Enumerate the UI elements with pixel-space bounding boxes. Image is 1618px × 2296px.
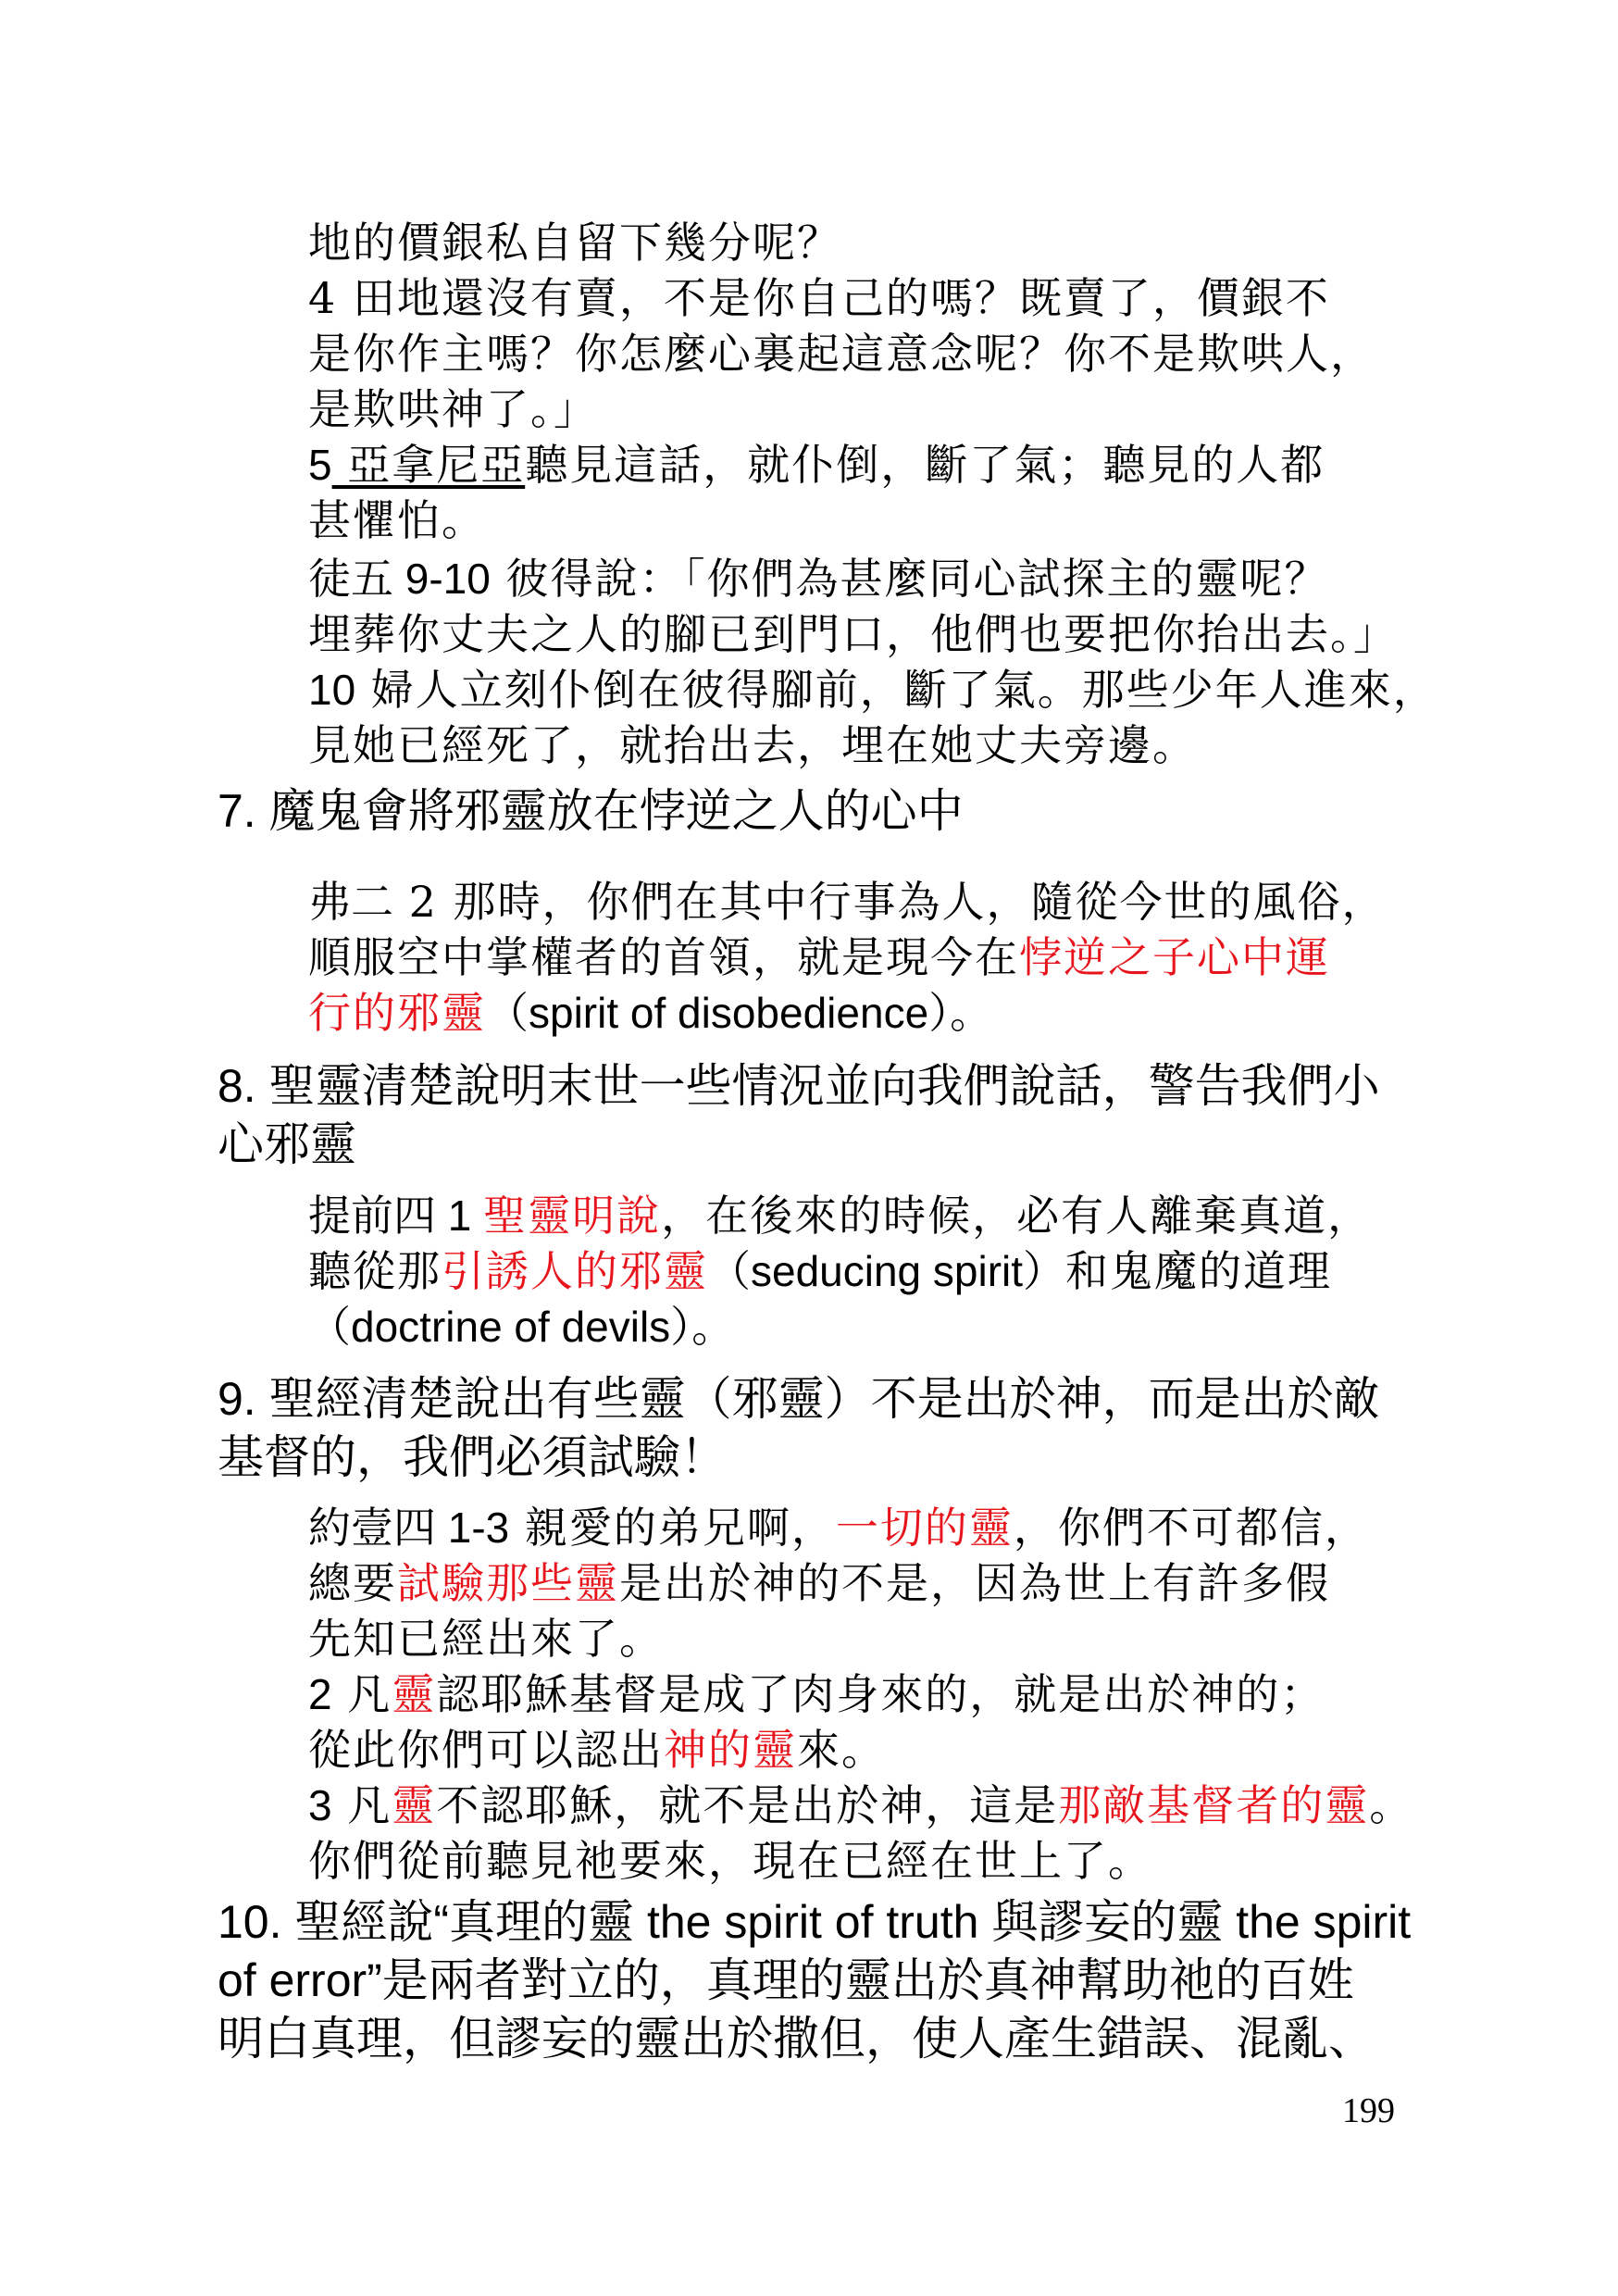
passage-line: [308, 662, 1438, 718]
passage-line: 是你作主嗎？你怎麼心裏起這意念呢？你不是欺哄人，: [308, 329, 1375, 379]
passage-text: 是出於神的不是，因為世上有許多假: [619, 1558, 1330, 1608]
passage-line: [308, 1243, 1419, 1299]
passage-text: 來。: [797, 1725, 886, 1775]
passage-text: 從此你們可以認出: [308, 1725, 664, 1775]
passage-line: [308, 985, 1419, 1041]
passage-line: 埋葬你丈夫之人的腳已到門口，他們也要把你抬出去。」: [308, 609, 1398, 659]
passage-text: 彼得說：「你們為甚麼同心試探主的靈呢？: [490, 554, 1329, 604]
1john-4-passage: [308, 1500, 1419, 1889]
passage-line: [308, 1666, 1419, 1722]
verse-number: 5: [308, 441, 332, 489]
passage-text: 聽從那: [308, 1246, 442, 1296]
highlighted-text: 那敵基督者的靈: [1058, 1780, 1370, 1830]
passage-text: 聽見這話，就仆倒，斷了氣；聽見的人都: [525, 440, 1326, 490]
heading-line: 10. 聖經說“真理的靈 the spirit of truth 與謬妄的靈 the spirit: [218, 1896, 1412, 1948]
heading-line: 9. 聖經清楚說出有些靈（邪靈）不是出於神，而是出於敵: [218, 1373, 1380, 1425]
passage-line: 甚懼怕。: [308, 495, 486, 545]
passage-line: [308, 1188, 1419, 1243]
passage-text: 。: [1369, 1780, 1414, 1830]
passage-line: [308, 1722, 1419, 1778]
heading-line: of error”是兩者對立的，真理的靈出於真神幫助祂的百姓: [218, 1954, 1354, 2006]
passage-line: 4 田地還沒有賣，不是你自己的嗎？既賣了，價銀不: [308, 273, 1330, 323]
acts-5-9-10-passage: [308, 551, 1438, 773]
passage-line: [308, 1555, 1419, 1611]
passage-text: ，在後來的時候，必有人離棄真道，: [661, 1191, 1373, 1241]
passage-text: 2 那時，你們在其中行事為人，隨從今世的風俗，: [393, 877, 1387, 927]
passage-text: 凡: [331, 1780, 392, 1830]
verse-number: 3: [308, 1781, 332, 1829]
highlighted-text: 神的靈: [664, 1725, 797, 1775]
highlighted-text: 試驗那些靈: [397, 1558, 619, 1608]
passage-line: [308, 551, 1419, 606]
passage-text: 不認耶穌，就不是出於神，這是: [436, 1780, 1059, 1830]
passage-line: 你們從前聽見祂要來，現在已經在世上了。: [308, 1836, 1152, 1886]
passage-text: 。: [950, 988, 995, 1038]
passage-line: [308, 930, 1419, 985]
passage-line: 先知已經出來了。: [308, 1614, 664, 1664]
section-10-heading: [218, 1893, 1421, 2068]
passage-line: [308, 1299, 1419, 1354]
eph-2-passage: [308, 874, 1419, 1041]
passage-line: 是欺哄神了。」: [308, 384, 598, 434]
passage-line: [308, 874, 1419, 930]
passage-line: [308, 437, 1419, 493]
passage-text: 順服空中掌權者的首領，就是現今在: [308, 932, 1019, 982]
section-8-heading: [218, 1057, 1421, 1174]
verse-number: 1-3: [436, 1504, 510, 1552]
scripture-reference: 提前四: [308, 1192, 436, 1240]
passage-text: 。: [691, 1302, 737, 1352]
passage-line: [308, 1500, 1419, 1555]
passage-text: 總要: [308, 1558, 397, 1608]
section-7-heading: [218, 782, 1421, 841]
passage-text: 親愛的弟兄啊，: [509, 1503, 836, 1553]
passage-line: 見她已經死了，就抬出去，埋在她丈夫旁邊。: [308, 720, 1197, 770]
verse-number: 1: [436, 1192, 484, 1240]
scripture-reference: 弗二: [308, 878, 393, 926]
scripture-reference: 徒五 9-10: [308, 555, 491, 603]
heading-line: 明白真理，但謬妄的靈出於撒但，使人產生錯誤、混亂、: [218, 2013, 1375, 2065]
passage-text: 和鬼魔的道理: [1065, 1246, 1333, 1296]
highlighted-text: 靈: [392, 1669, 437, 1719]
passage-text: 婦人立刻仆倒在彼得腳前，斷了氣。那些少年人進來，: [355, 665, 1438, 715]
english-gloss: （spirit of disobedience）: [486, 989, 951, 1037]
verse-number: 2: [308, 1670, 332, 1718]
heading-line: 8. 聖靈清楚說明末世一些情況並向我們說話，警告我們小: [218, 1060, 1380, 1112]
acts-5-passage: [308, 215, 1419, 548]
highlighted-text: 靈: [392, 1780, 437, 1830]
page-number: 199: [1342, 2091, 1395, 2130]
passage-line: 地的價銀私自留下幾分呢？: [308, 218, 841, 268]
passage-text: ，你們不可都信，: [1013, 1503, 1369, 1553]
highlighted-text: 悖逆之子心中運: [1019, 932, 1330, 982]
1tim-4-passage: [308, 1188, 1419, 1354]
highlighted-text: 聖靈明說: [483, 1191, 662, 1241]
underlined-name: 亞拿尼亞: [331, 440, 526, 490]
heading-line: 基督的，我們必須試驗！: [218, 1431, 727, 1483]
section-9-heading: [218, 1370, 1421, 1487]
heading-line: 7. 魔鬼會將邪靈放在悖逆之人的心中: [218, 785, 964, 837]
english-gloss: （seducing spirit）: [708, 1247, 1066, 1295]
highlighted-text: 行的邪靈: [308, 988, 486, 1038]
english-gloss: （doctrine of devils）: [308, 1303, 692, 1351]
scripture-reference: 約壹四: [308, 1504, 436, 1552]
heading-line: 心邪靈: [218, 1118, 356, 1170]
passage-text: 凡: [331, 1669, 392, 1719]
passage-line: [308, 1778, 1419, 1833]
highlighted-text: 一切的靈: [835, 1503, 1014, 1553]
passage-text: 認耶穌基督是成了肉身來的，就是出於神的；: [436, 1669, 1326, 1719]
highlighted-text: 引誘人的邪靈: [442, 1246, 708, 1296]
verse-number: 10: [308, 666, 356, 714]
